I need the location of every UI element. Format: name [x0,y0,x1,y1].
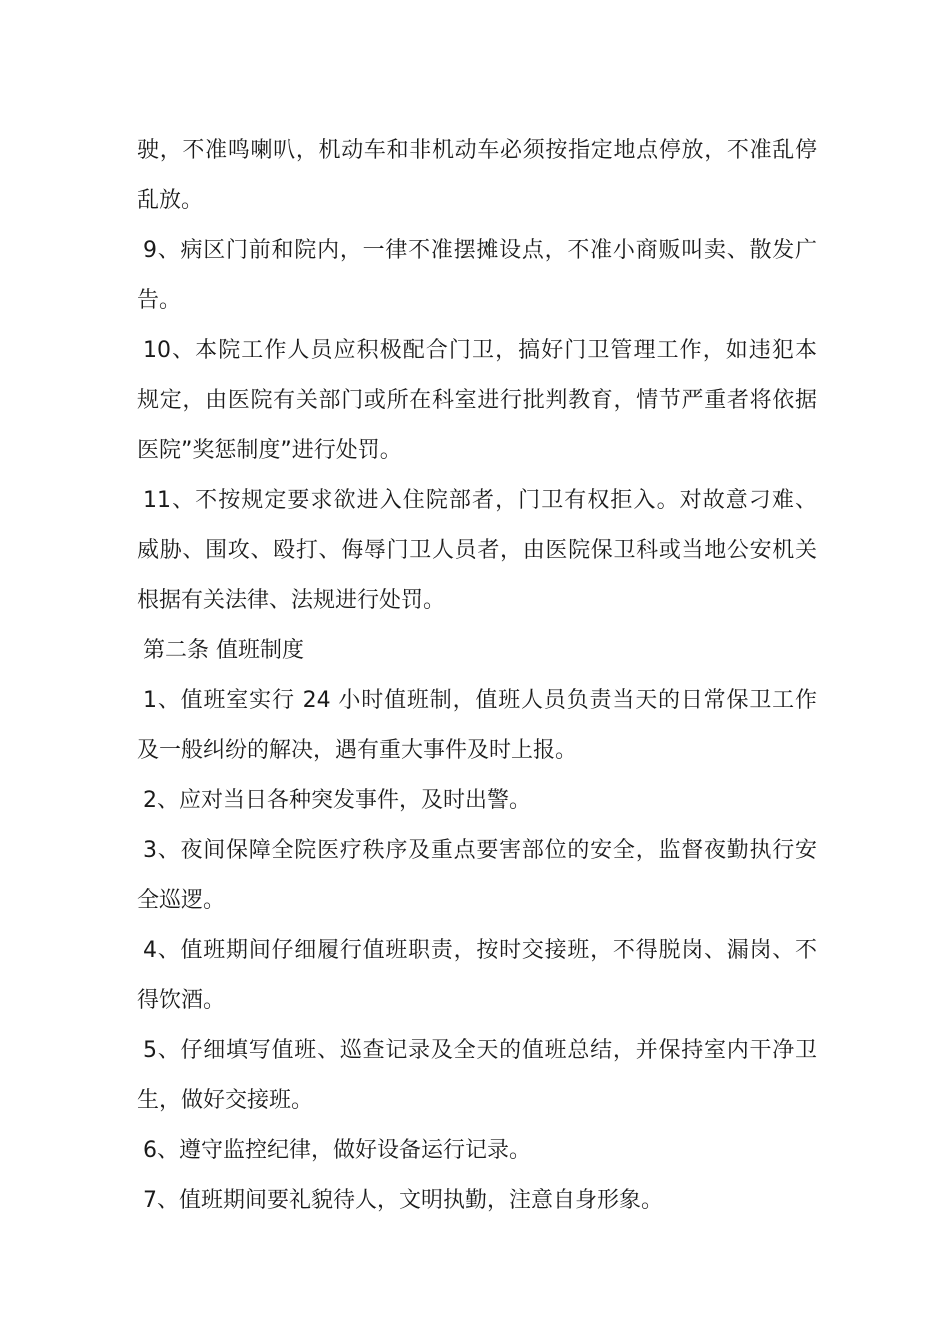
text-line: 全巡逻。 [137,888,226,913]
section-heading: 第二条 值班制度 [143,638,304,663]
text-line: 6、遵守监控纪律，做好设备运行记录。 [143,1138,531,1163]
text-line: 7、值班期间要礼貌待人，文明执勤，注意自身形象。 [143,1188,663,1213]
text-line: 及一般纠纷的解决，遇有重大事件及时上报。 [137,738,578,763]
text-line: 3、夜间保障全院医疗秩序及重点要害部位的安全，监督夜勤执行安 [143,838,817,863]
text-line: 生，做好交接班。 [137,1088,314,1113]
text-line: 9、病区门前和院内，一律不准摆摊设点，不准小商贩叫卖、散发广 [143,238,817,263]
text-line: 2、应对当日各种突发事件，及时出警。 [143,788,531,813]
text-line: 乱放。 [137,188,204,213]
text-line: 威胁、围攻、殴打、侮辱门卫人员者，由医院保卫科或当地公安机关 [137,538,817,563]
text-line: 11、不按规定要求欲进入住院部者，门卫有权拒入。对故意刁难、 [143,488,817,513]
text-line: 根据有关法律、法规进行处罚。 [137,588,446,613]
text-line: 医院”奖惩制度”进行处罚。 [137,438,402,463]
text-line: 1、值班室实行 24 小时值班制，值班人员负责当天的日常保卫工作 [143,688,817,713]
text-line: 规定，由医院有关部门或所在科室进行批判教育，情节严重者将依据 [137,388,817,413]
text-line: 5、仔细填写值班、巡查记录及全天的值班总结，并保持室内干净卫 [143,1038,817,1063]
text-line: 4、值班期间仔细履行值班职责，按时交接班，不得脱岗、漏岗、不 [143,938,817,963]
document-body [137,126,817,1226]
text-line: 10、本院工作人员应积极配合门卫，搞好门卫管理工作，如违犯本 [143,338,817,363]
text-line: 告。 [137,288,182,313]
text-line: 得饮酒。 [137,988,226,1013]
text-line: 驶，不准鸣喇叭，机动车和非机动车必须按指定地点停放，不准乱停 [137,138,817,163]
